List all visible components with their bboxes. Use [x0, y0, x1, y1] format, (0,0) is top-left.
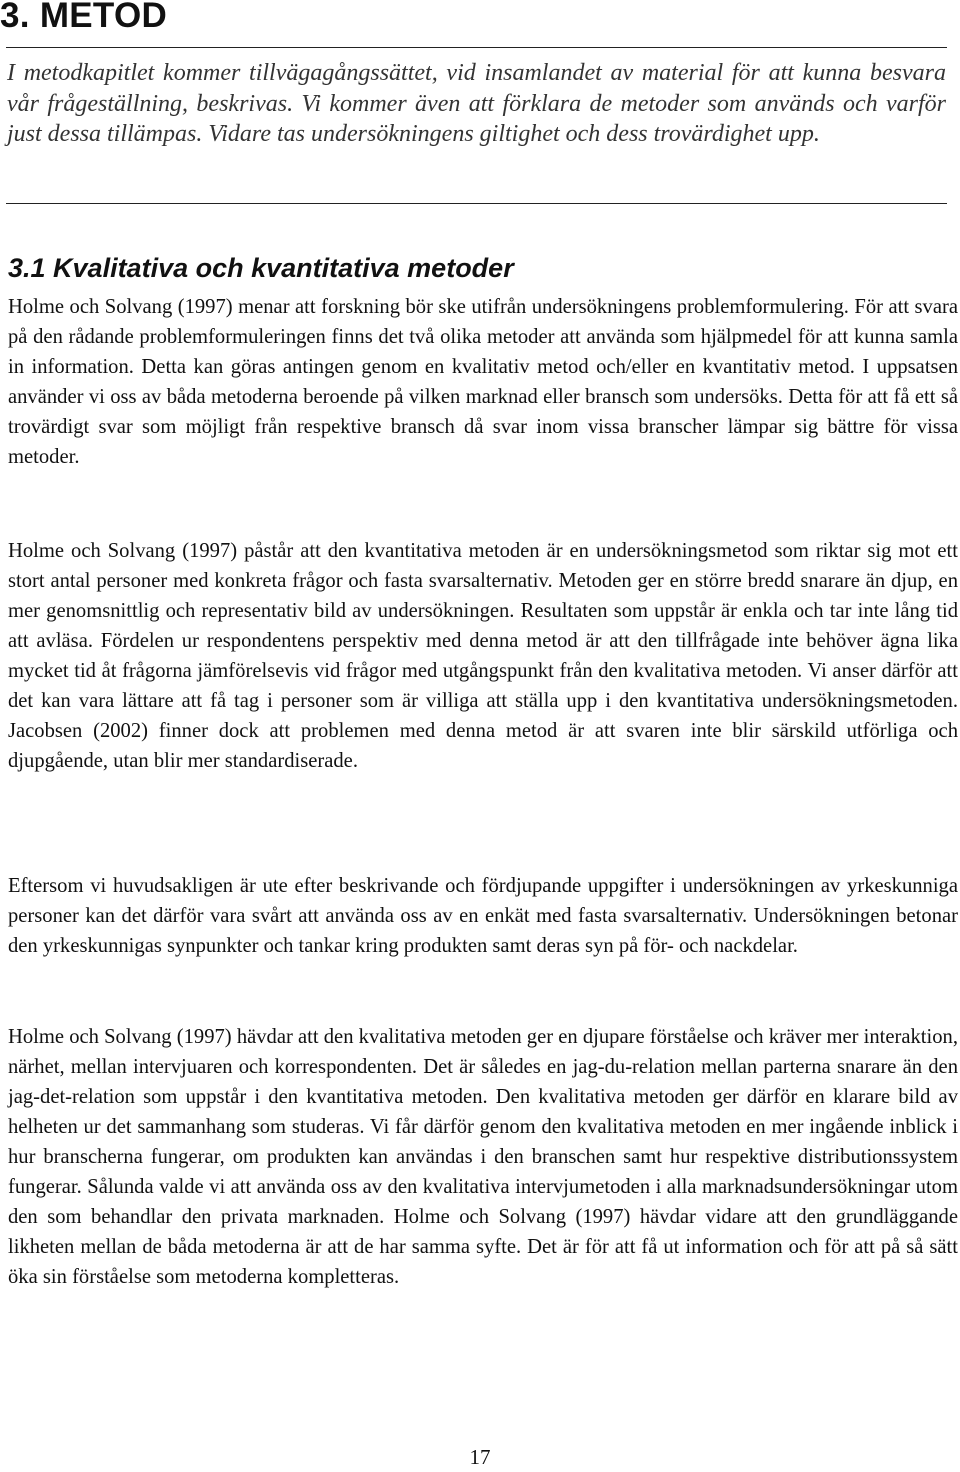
intro-top-rule: [6, 47, 947, 48]
section-title: 3.1 Kvalitativa och kvantitativa metoder: [8, 253, 514, 283]
page-number: 17: [469, 1445, 491, 1469]
body-paragraph-4: Holme och Solvang (1997) hävdar att den kvalitativa metoden ger en djupare förståelse och kräver mer interaktion, närhet, mellan intervjuaren och korrespondenten. Det är således en jag-du-relation mellan parterna snarare än den jag-det-relation som uppstår i den kvantitativa metoden. Den kvalitativa metoden ger därför en klarare bild av helheten ur det sammanhang som studeras. Vi får därför genom den kvalitativa metoden en mer ingående inblick i hur branscherna fungerar, om produkten kan användas i den branschen samt hur respektive distributionssystem fungerar. Sålunda valde vi att använda oss av den kvalitativa intervjumetoden i alla marknadsundersökningar utom den som behandlar den privata marknaden. Holme och Solvang (1997) hävdar vidare att den grundläggande likheten mellan de båda metoderna är att de har samma syfte. Det är för att få ut information och för att på så sätt öka sin förståelse som metoderna kompletteras.: [8, 1026, 958, 1288]
body-paragraph-3: Eftersom vi huvudsakligen är ute efter beskrivande och fördjupande uppgifter i undersökningen av yrkeskunniga personer kan det därför vara svårt att använda oss av en enkät med fasta svarsalternativ. Undersökningen betonar den yrkeskunnigas synpunkter och tankar kring produkten samt deras syn på för- och nackdelar.: [8, 875, 958, 957]
chapter-title: 3. METOD: [0, 0, 168, 35]
chapter-intro: I metodkapitlet kommer tillvägagångssättet, vid insamlandet av material för att kunna besvara vår frågeställning, beskrivas. Vi kommer även att förklara de metoder som används och varför just dessa tillämpas. Vidare tas undersökningens giltighet och dess trovärdighet upp.: [7, 60, 946, 147]
body-paragraph-1: Holme och Solvang (1997) menar att forskning bör ske utifrån undersökningens problemformulering. För att svara på den rådande problemformuleringen finns det två olika metoder att använda som hjälpmedel för att kunna samla in information. Detta kan göras antingen genom en kvalitativ metod och/eller en kvantitativ metod. I uppsatsen använder vi oss av båda metoderna beroende på vilken marknad eller bransch som undersöks. Detta för att få ett så trovärdigt svar som möjligt från respektive bransch då svar inom vissa branscher lämpar sig bättre för vissa metoder.: [8, 296, 958, 468]
body-paragraph-2: Holme och Solvang (1997) påstår att den kvantitativa metoden är en undersökningsmetod som riktar sig mot ett stort antal personer med konkreta frågor och fasta svarsalternativ. Metoden ger en större bredd snarare än djup, en mer genomsnittlig och representativ bild av undersökningen. Resultaten som uppstår är enkla och tar inte lång tid att avläsa. Fördelen ur respondentens perspektiv med denna metod är att den tillfrågade inte behöver ägna lika mycket tid åt frågorna jämförelsevis vid frågor med utgångspunkt från den kvalitativa metoden. Vi anser därför att det kan vara lättare att få tag i personer som är villiga att ställa upp i den kvantitativa undersökningsmetoden. Jacobsen (2002) finner dock att problemen med denna metod är att svaren inte blir särskild utförliga och djupgående, utan blir mer standardiserade.: [8, 540, 958, 772]
intro-bottom-rule: [6, 203, 947, 204]
